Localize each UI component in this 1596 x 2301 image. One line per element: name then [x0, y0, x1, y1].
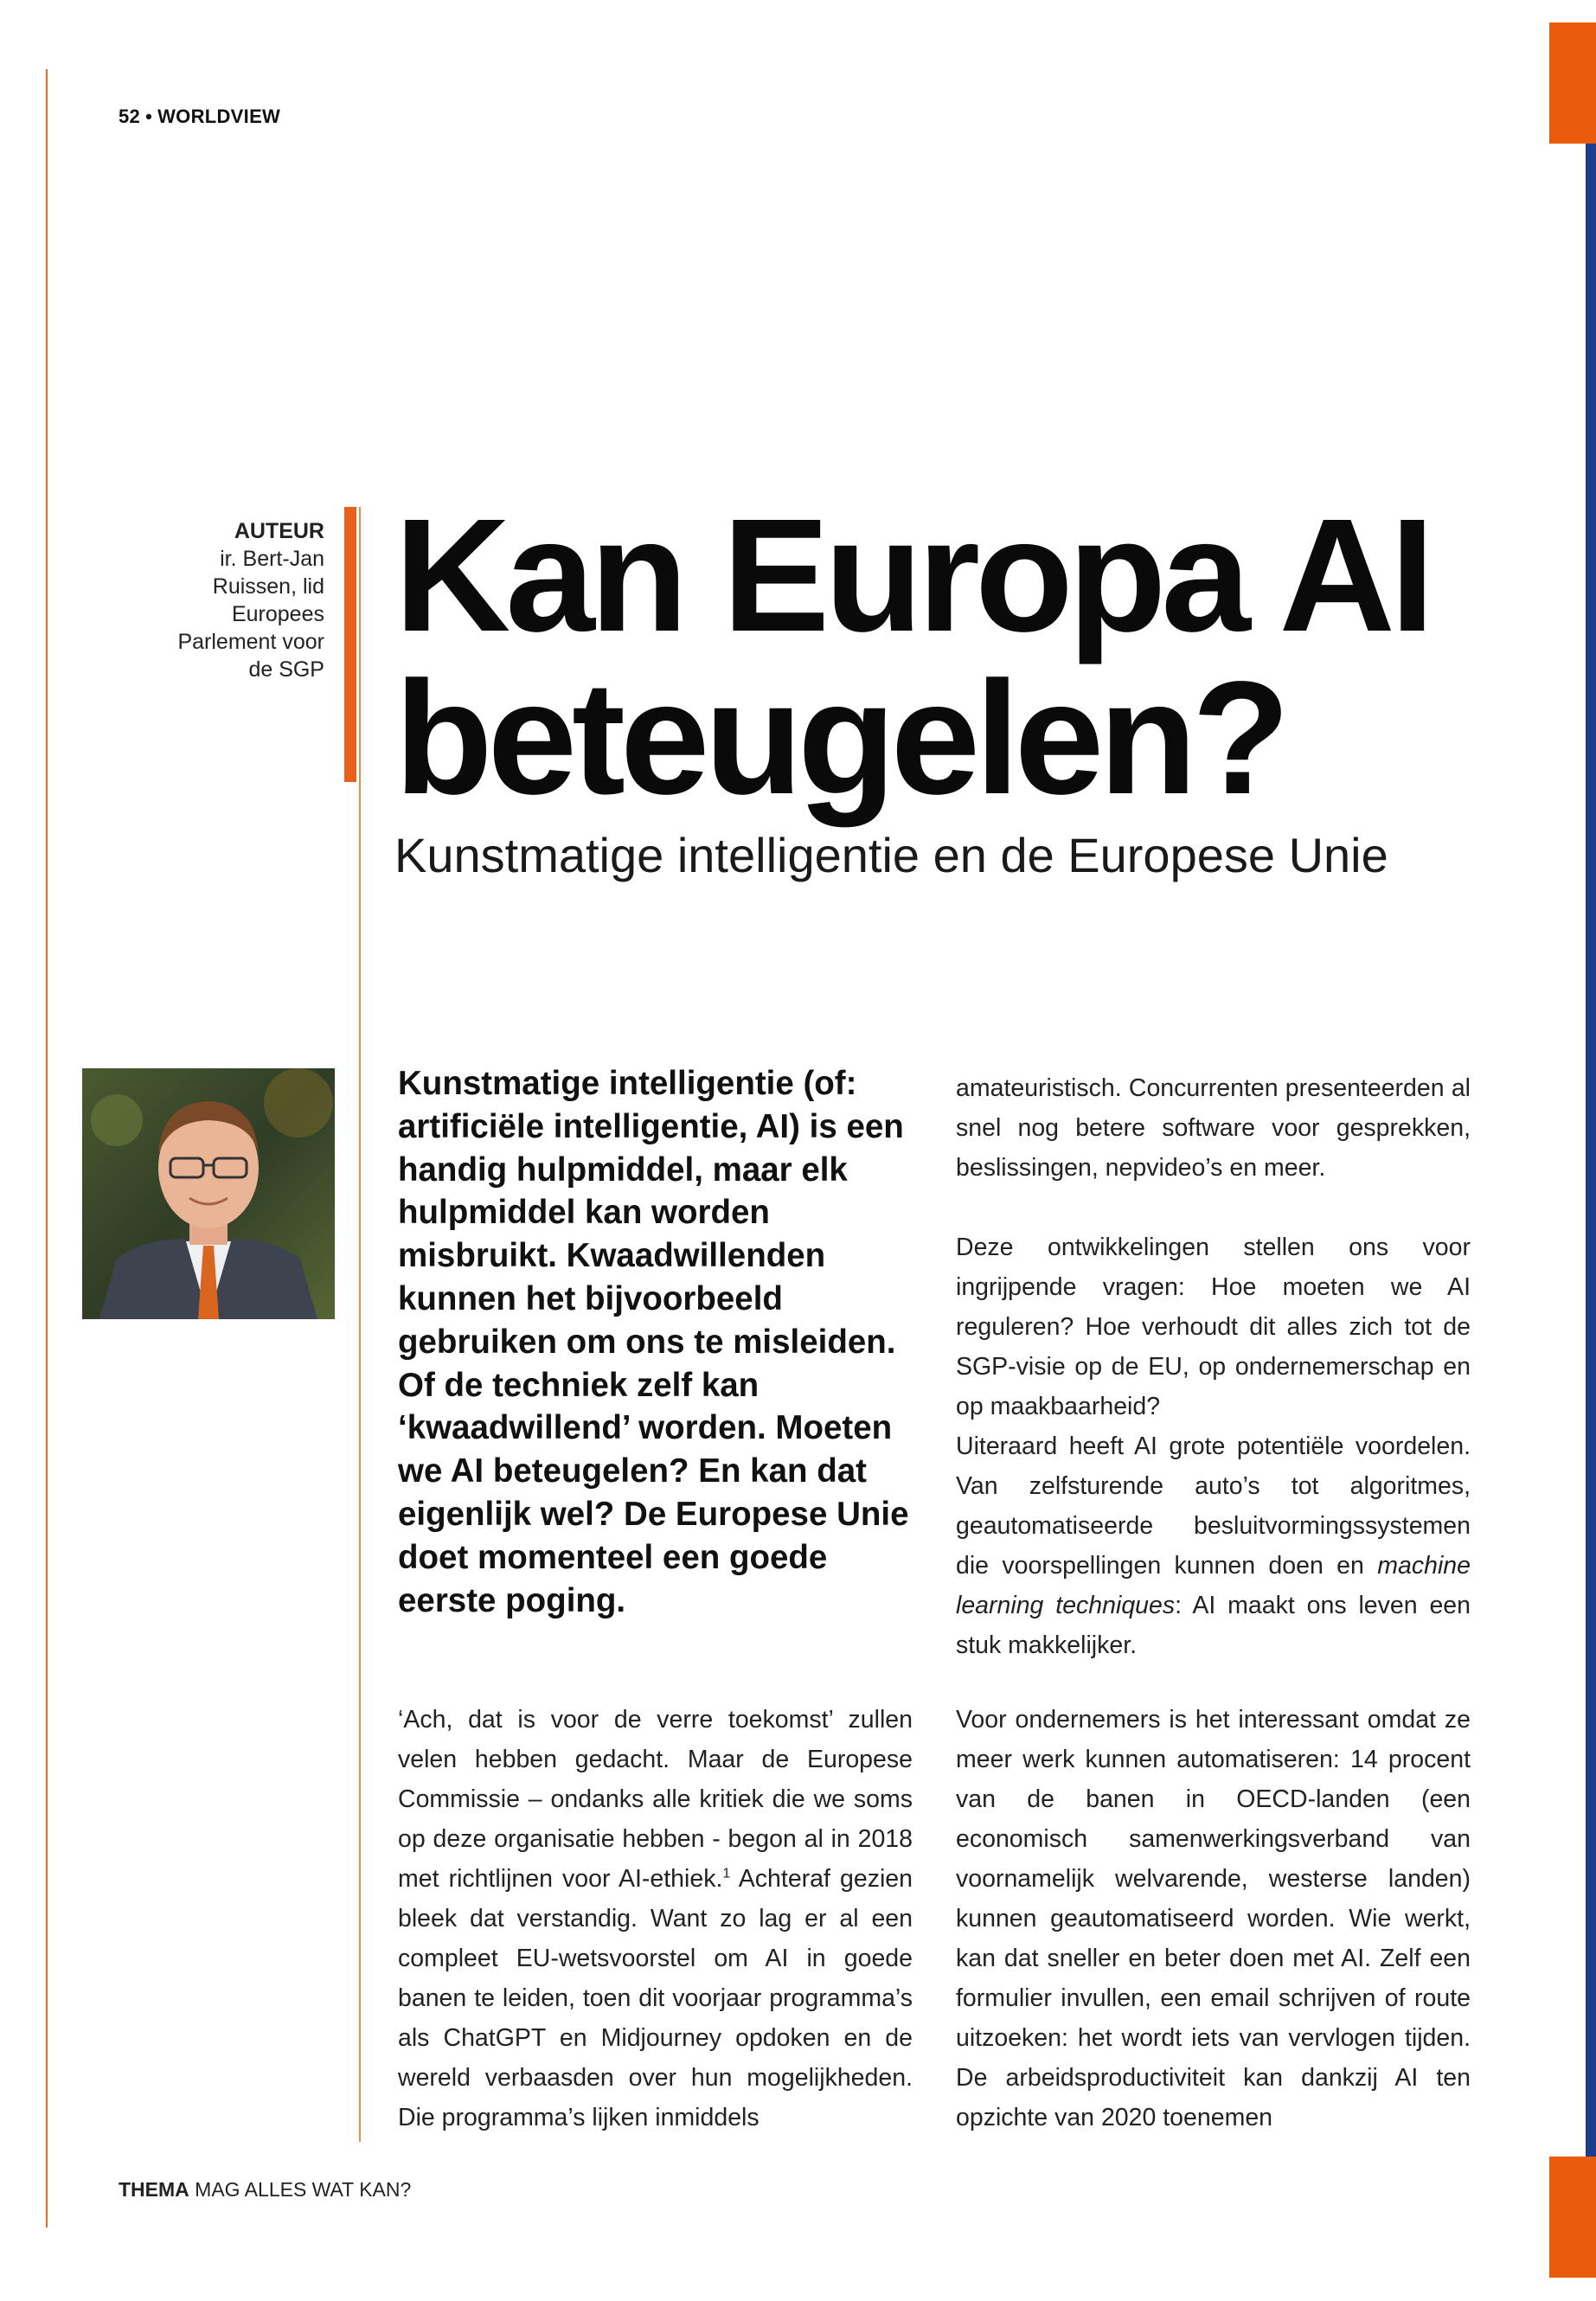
emphasis-text: machine learning techniques	[956, 1552, 1471, 1619]
running-head	[119, 106, 280, 128]
separator: •	[145, 106, 153, 127]
body-paragraph: amateuristisch. Concurrenten presenteerden al snel nog betere software voor gesprekken, beslissingen, nepvideo’s en meer.	[956, 1074, 1471, 1182]
body-paragraph: Deze ontwikkelingen stellen ons voor ingrijpende vragen: Hoe moeten we AI reguleren? Hoe verhoudt dit alles zich tot de SGP-visie op de EU, op ondernemerschap en op maakbaarheid?	[956, 1234, 1471, 1420]
body-column-1	[398, 1700, 913, 2138]
author-photo	[82, 1068, 335, 1319]
title-line-1: Kan Europa AI	[394, 486, 1430, 665]
author-block	[130, 517, 324, 683]
footer-label: THEMA	[119, 2178, 189, 2201]
body-paragraph: Uiteraard heeft AI grote potentiële voordelen. Van zelfsturende auto’s tot algoritmes, geautomatiseerde besluitvormingssystemen die voorspellingen kunnen doen en machine learning techniques: AI maakt ons leven een stuk makkelijker.	[956, 1433, 1471, 1659]
author-line: Ruissen, lid	[212, 574, 324, 599]
article-title	[394, 486, 1536, 828]
column-rule	[359, 507, 361, 2142]
body-column-3	[956, 1700, 1471, 2138]
page-tab-bottom	[1549, 2157, 1596, 2278]
author-label: AUTEUR	[234, 519, 324, 543]
portrait-photo-icon	[82, 1068, 335, 1319]
article-subtitle: Kunstmatige intelligentie en de Europese Unie	[394, 828, 1388, 882]
page-number: 52	[119, 106, 141, 127]
author-line: de SGP	[248, 657, 324, 682]
article-lead: Kunstmatige intelligentie (of: artificiële intelligentie, AI) is een handig hulpmiddel, maar elk hulpmiddel kan worden misbruikt. Kwaadwillenden kunnen het bijvoorbeeld gebruiken om ons te misleiden. Of de techniek zelf kan ‘kwaadwillend’ worden. Moeten we AI beteugelen? En kan dat eigenlijk wel? De Europese Unie doet momenteel een goede eerste poging.	[398, 1065, 909, 1619]
footnote-marker: 1	[722, 1866, 731, 1881]
body-column-2	[956, 1068, 1471, 1665]
section-name: WORLDVIEW	[157, 106, 281, 127]
body-paragraph: ‘Ach, dat is voor de verre toekomst’ zullen velen hebben gedacht. Maar de Europese Commissie – ondanks alle kritiek die we soms op deze organisatie hebben - begon al in 2018 met richtlijnen voor AI-ethiek.$^1$ Achteraf gezien bleek dat verstandig. Want zo lag er al een compleet EU-wetsvoorstel om AI in goede banen te leiden, toen dit voorjaar programma’s als ChatGPT en Midjourney opdoken en de wereld verbaasden over hun mogelijkheden. Die programma’s lijken inmiddels	[398, 1706, 913, 2131]
author-line: Europees	[231, 602, 324, 626]
footer-text: MAG ALLES WAT KAN?	[195, 2178, 412, 2201]
title-accent-bar	[344, 507, 356, 782]
author-line: ir. Bert-Jan	[220, 547, 324, 571]
author-line: Parlement voor	[177, 630, 324, 654]
body-paragraph: Voor ondernemers is het interessant omdat ze meer werk kunnen automatiseren: 14 procent van de banen in OECD-landen (een economisch samenwerkingsverband van voornamelijk welvarende, westerse landen) kunnen geautomatiseerd worden. Wie werkt, kan dat sneller en beter doen met AI. Zelf een formulier invullen, een email schrijven of route uitzoeken: het wordt iets van vervlogen tijden. De arbeidsproductiviteit kan dankzij AI ten opzichte van 2020 toenemen	[956, 1706, 1471, 2131]
margin-rule	[46, 69, 48, 2227]
title-line-2: beteugelen?	[394, 649, 1285, 828]
page-edge-line	[1586, 144, 1596, 2157]
page-footer	[119, 2178, 411, 2202]
page-tab-top	[1549, 22, 1596, 144]
